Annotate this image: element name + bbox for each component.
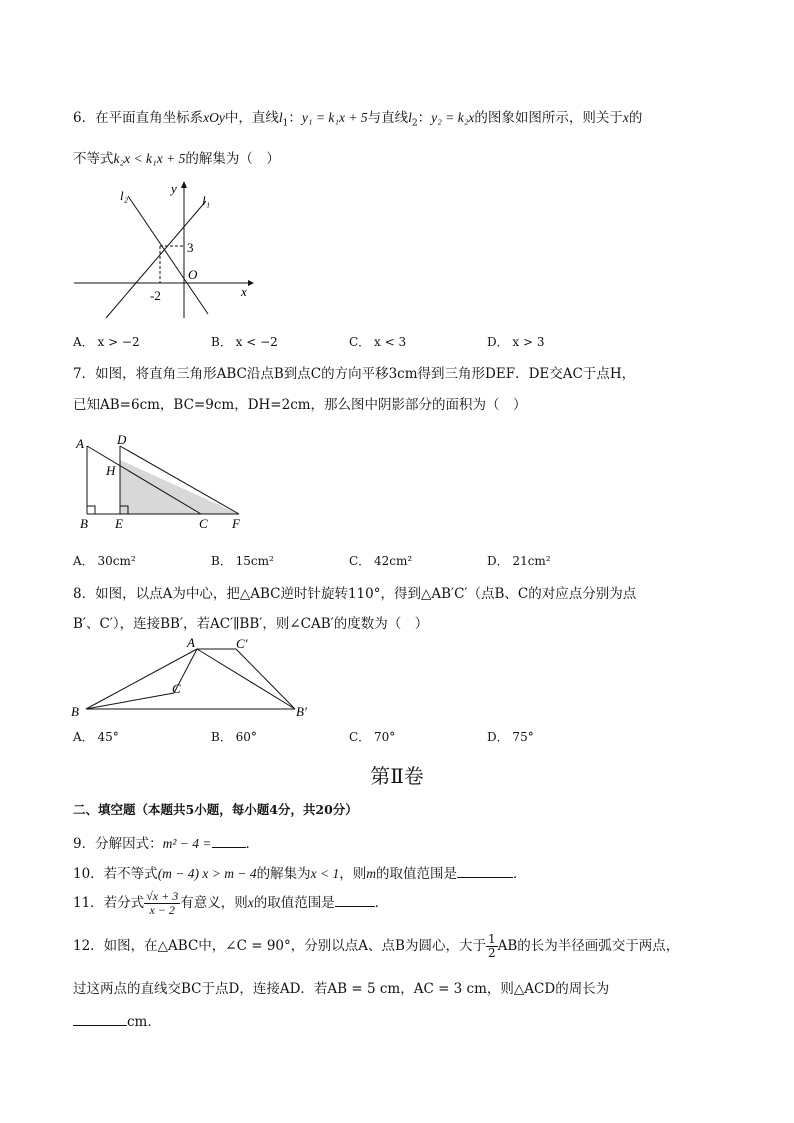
q6-l1: l: [278, 110, 283, 125]
label-y: y: [171, 181, 177, 196]
q6-text: 不等式: [73, 151, 114, 167]
q6-l1-expr: y₁ = k₁x + 5: [301, 110, 368, 125]
q12-line2: 过这两点的直线交BC于点D，连接AD．若AB = 5 cm，AC = 3 cm，则△ACD的周长为: [73, 981, 610, 997]
label-B: B: [80, 516, 88, 531]
q9-text: 9．分解因式：: [73, 836, 163, 852]
q12-line3: [73, 1010, 161, 1030]
q9-expr: m² − 4 =: [162, 836, 212, 851]
label-x: x: [241, 284, 247, 299]
q11-text: 有意义，则: [180, 895, 248, 911]
label-B-prime: B′: [296, 704, 307, 719]
q6-colon: ：: [288, 110, 302, 126]
label-D: D: [117, 432, 127, 447]
q6-xoy: xOy: [203, 110, 225, 125]
q6-text: 6．在平面直角坐标系: [73, 110, 204, 126]
q6-line1: [73, 106, 642, 129]
label-C: C: [199, 516, 208, 531]
q6-text: 的图象如图所示，则关于: [474, 110, 623, 126]
q6-l2-sub: 2: [411, 118, 418, 129]
q12-unit: cm．: [127, 1014, 161, 1030]
q8-figure: [70, 635, 330, 720]
q12-half: [486, 933, 498, 960]
q11-answer-blank[interactable]: [335, 894, 375, 907]
label-origin: O: [188, 267, 198, 282]
q6-text: 的: [628, 110, 643, 126]
q10-line: [73, 862, 526, 882]
q8-option-c[interactable]: C． 70°: [349, 730, 396, 744]
label-l2: l₂: [120, 188, 129, 203]
q11-denominator: x − 2: [149, 903, 175, 917]
q10-expr: (m − 4) x > m − 4: [157, 866, 257, 881]
q11-fraction: [144, 890, 180, 917]
q11-line: [73, 890, 388, 917]
q6-text: 的解集为（ ）: [185, 151, 280, 167]
q6-x: x: [622, 110, 629, 125]
q8-line2: B′、C′），连接BB′，若AC′∥BB′，则∠CAB′的度数为（ ）: [73, 616, 429, 632]
q6-l1-sub: 1: [282, 118, 289, 129]
q8-option-a[interactable]: A． 45°: [73, 730, 119, 744]
q6-colon: ：: [417, 110, 432, 126]
q7-option-c[interactable]: C． 42cm²: [349, 554, 413, 568]
q10-m: m: [366, 866, 376, 881]
q10-text: 的取值范围是: [375, 866, 457, 882]
label-3: 3: [187, 240, 194, 255]
q12-half-num: 1: [487, 932, 496, 946]
q6-inequality: k₂x < k₁x + 5: [113, 151, 186, 166]
q12-half-den: 2: [487, 946, 496, 960]
q12-answer-blank[interactable]: [73, 1013, 127, 1026]
q11-end: ．: [374, 895, 389, 911]
label-F: F: [232, 516, 240, 531]
q10-solution: x < 1: [310, 866, 340, 881]
q6-l2-expr: y₂ = k₂x: [431, 110, 475, 125]
q11-x: x: [247, 895, 254, 910]
q7-option-b[interactable]: B． 15cm²: [211, 554, 274, 568]
q8-option-d[interactable]: D． 75°: [487, 730, 534, 744]
label-A: A: [76, 436, 84, 451]
q9-end: ．: [245, 836, 259, 852]
q6-option-c[interactable]: C． x < 3: [349, 335, 407, 349]
q6-graph: [70, 178, 270, 323]
q7-option-d[interactable]: D． 21cm²: [487, 554, 551, 568]
q11-text: 的取值范围是: [253, 895, 335, 911]
section-title: 第Ⅱ卷: [370, 764, 424, 788]
q6-text: 中，直线: [224, 110, 279, 126]
q6-l2: l: [408, 110, 412, 125]
q7-option-a[interactable]: A． 30cm²: [73, 554, 136, 568]
q10-text: ，则: [339, 866, 367, 882]
q11-numerator: √x + 3: [146, 889, 179, 903]
q8-option-b[interactable]: B． 60°: [211, 730, 257, 744]
q10-text: 10．若不等式: [73, 866, 158, 882]
q12-text: AB的长为半径画弧交于两点，: [497, 938, 680, 954]
label-A: A: [187, 635, 195, 650]
q6-option-a[interactable]: A． x > −2: [73, 335, 140, 349]
q9-answer-blank[interactable]: [212, 835, 246, 848]
q8-line1: 8．如图，以点A为中心，把△ABC逆时针旋转110°，得到△AB′C′（点B、C的对应点分别为点: [73, 586, 637, 602]
q6-line2: [73, 147, 280, 167]
label-C-prime: C′: [236, 636, 248, 651]
label-neg2: -2: [150, 288, 161, 303]
q12-line1: [73, 933, 679, 960]
label-E: E: [115, 516, 123, 531]
q7-line1: 7．如图，将直角三角形ABC沿点B到点C的方向平移3cm得到三角形DEF．DE交AC于点H，: [73, 366, 636, 382]
q7-figure: [74, 432, 264, 532]
q10-text: 的解集为: [256, 866, 311, 882]
label-l1: l₁: [202, 193, 211, 208]
q12-text: 12．如图，在△ABC中，∠C = 90°，分别以点A、点B为圆心，大于: [73, 938, 486, 954]
q6-option-b[interactable]: B． x < −2: [211, 335, 278, 349]
q6-option-d[interactable]: D． x > 3: [487, 335, 545, 349]
q10-end: ．: [512, 866, 527, 882]
q10-answer-blank[interactable]: [457, 865, 513, 878]
label-H: H: [106, 463, 116, 478]
label-B: B: [71, 704, 79, 719]
q9-line: [73, 832, 259, 852]
q7-line2: 已知AB=6cm，BC=9cm，DH=2cm，那么图中阴影部分的面积为（ ）: [73, 397, 527, 413]
section2-header: 二、填空题（本题共5小题，每小题4分，共20分）: [73, 802, 358, 817]
q6-text: 与直线: [367, 110, 409, 126]
q11-text: 11．若分式: [73, 895, 145, 911]
label-C: C: [172, 681, 181, 696]
